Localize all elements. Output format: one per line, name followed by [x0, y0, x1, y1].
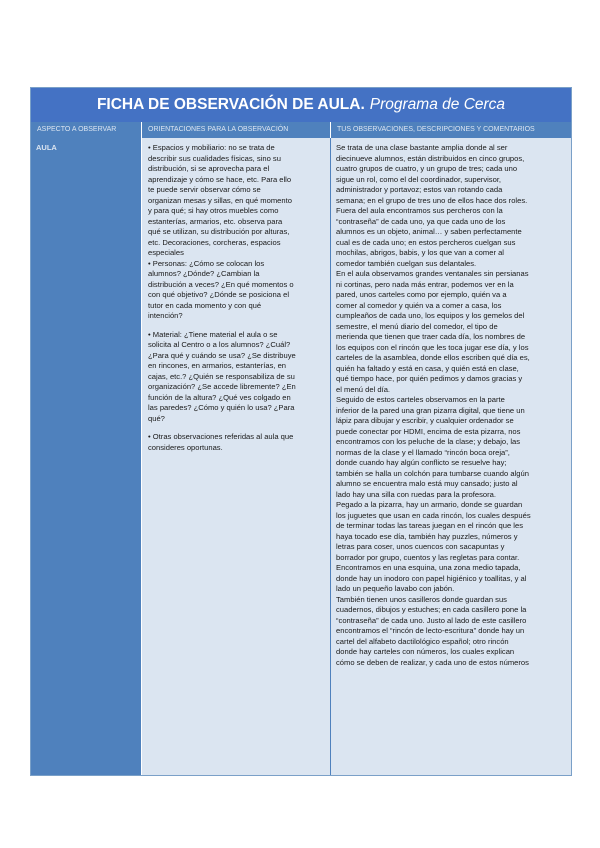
text-line: semestre, el menú diario del comedor, el tipo de [336, 321, 498, 331]
text-line: pared, unos carteles como por ejemplo, quién va a [336, 290, 507, 299]
text-line: te puede servir observar cómo se [148, 185, 261, 194]
title-italic: Programa de Cerca [369, 96, 506, 113]
text-line: alumnos? ¿Dónde? ¿Cambian la [148, 269, 260, 278]
table-title [31, 88, 571, 122]
header-observations: TUS OBSERVACIONES, DESCRIPCIONES Y COMENTARIOS [337, 126, 535, 133]
text-line: las paredes? ¿Cómo y quién lo usa? ¿Para [148, 403, 295, 412]
text-line: aprendizaje y cómo se hace, etc. Para ello [148, 174, 292, 184]
text-line: describir sus cualidades físicas, sino su [148, 153, 281, 163]
text-line: alumnos es un objeto, animal… y saben perfectamente [336, 227, 522, 236]
text-line: haya tocado ese día, también hay puzzles, números y [336, 531, 518, 541]
aspect-cell: AULA [31, 138, 142, 775]
text-line: diecinueve alumnos, están distribuidos en cinco grupos, [336, 153, 525, 163]
text-line: borrador por grupo, cuentos y las regletas para contar. [336, 552, 520, 562]
text-line: intención? [148, 311, 183, 320]
text-line: donde hay un inodoro con papel higiénico y toallitas, y al [336, 573, 527, 583]
text-line: Fuera del aula encontramos sus percheros con la [336, 206, 503, 215]
text-line: carteles de la asamblea, donde ellos escriben qué día es, [336, 353, 530, 362]
orientation-other [148, 432, 324, 453]
text-line: lado hay una silla con ruedas para la profesora. [336, 489, 496, 499]
text-line: de terminar todas las tareas juegan en el rincón que les [336, 521, 524, 530]
text-line: cómo se deben de realizar, y cada uno de estos números [336, 657, 529, 667]
text-line: Pegado a la pizarra, hay un armario, donde se guardan [336, 500, 523, 509]
text-line: merienda que tienen que traer cada día, los nombres de [336, 332, 526, 341]
text-line: organizan mesas y sillas, en qué momento [148, 195, 292, 205]
orientation-spaces-people [148, 143, 324, 322]
text-line: estanterías, armarios, etc. observa para [148, 216, 283, 226]
text-line: tutor en cada momento y con qué [148, 300, 262, 310]
text-line: el menú del día. [336, 384, 391, 394]
text-line: qué? [148, 413, 165, 423]
text-line: • Material: ¿Tiene material el aula o se [148, 329, 278, 339]
text-line: especiales [148, 248, 184, 257]
text-line: También tienen unos casilleros donde guardan sus [336, 594, 507, 604]
observations-cell [331, 138, 571, 775]
text-line: • Personas: ¿Cómo se colocan los [148, 258, 265, 268]
text-line: sigue un rol, como el del coordinador, supervisor, [336, 174, 502, 184]
text-line: Se trata de una clase bastante amplia donde al ser [336, 143, 508, 152]
text-line: los equipos con el rincón que les toca jugar ese día, y los [336, 342, 529, 352]
text-line: función de la altura? ¿Qué ves colgado en [148, 392, 291, 402]
text-line: en rincones, en armarios, estanterías, en [148, 361, 287, 370]
observation-table [30, 87, 572, 776]
text-line: ¿Para qué y cuándo se usa? ¿Se distribuye [148, 350, 296, 360]
text-line: los juguetes que usan en cada rincón, los cuales después [336, 510, 531, 520]
title-bold: FICHA DE OBSERVACIÓN DE AULA. [96, 96, 365, 113]
text-line: alumno se encuentra malo está muy cansado; justo al [336, 479, 518, 488]
text-line: encontramos el “rincón de lecto-escritura” donde hay un [336, 626, 525, 635]
text-line: quién ha faltado y está en casa, y quién está en clase, [336, 363, 519, 373]
text-line: comedor también cuelgan sus delantales. [336, 258, 477, 268]
text-line: etc. Decoraciones, corcheras, espacios [148, 237, 281, 247]
text-line: organización? ¿Se accede libremente? ¿En [148, 382, 296, 391]
text-line: semana; en el grupo de tres uno de ellos hace dos roles. [336, 195, 528, 205]
table-body-row [31, 138, 571, 775]
text-line: • Otras observaciones referidas al aula que [148, 432, 294, 441]
text-line: y para qué; si hay otros muebles como [148, 206, 279, 215]
orientation-material [148, 330, 324, 425]
header-aspect: ASPECTO A OBSERVAR [31, 122, 142, 138]
text-line: inferior de la pared una gran pizarra digital, que tiene un [336, 405, 525, 415]
text-line: consideres oportunas. [148, 442, 223, 452]
text-line: mochilas, abrigos, babis, y los que van a comer al [336, 248, 504, 257]
text-line: encontramos con los peluche de la clase; y debajo, las [336, 437, 521, 446]
text-line: cumpleaños de cada uno, los equipos y los gemelos del [336, 311, 525, 320]
text-line: cual es de cada uno; en estos percheros cuelgan sus [336, 237, 516, 247]
text-line: cuatro grupos de cuatro, y un grupo de tres; cada uno [336, 164, 518, 173]
text-line: solicita al Centro o a los alumnos? ¿Cuál? [148, 340, 291, 349]
text-line: comer al comedor y quién va a comer a casa, los [336, 300, 502, 310]
text-line: donde hay carteles con números, los cuales explican [336, 647, 515, 656]
text-line: con qué objetivo? ¿Dónde se posiciona el [148, 290, 289, 299]
text-line: distribución a veces? ¿En qué momentos o [148, 279, 294, 289]
text-line: qué se utilizan, su distribución por alturas, [148, 227, 290, 236]
table-header-row [31, 122, 571, 138]
text-line: distribución, si se aprovecha para el [148, 164, 270, 173]
observations-text [336, 143, 565, 668]
text-line: también se halla un colchón para tumbarse cuando algún [336, 468, 529, 478]
text-line: ni cortinas, pero nada más entrar, podemos ver en la [336, 279, 514, 289]
text-line: En el aula observamos grandes ventanales sin persianas [336, 269, 529, 278]
text-line: Encontramos en una esquina, una zona medio tapada, [336, 563, 521, 572]
text-line: “contraseña” de cada uno. Justo al lado de este casillero [336, 615, 527, 625]
text-line: puede conectar por HDMI, encima de esta pizarra, nos [336, 426, 521, 436]
text-line: lado un pequeño lavabo con jabón. [336, 584, 455, 593]
text-line: donde cuando hay algún conflicto se resuelve hay; [336, 458, 507, 467]
text-line: • Espacios y mobiliario: no se trata de [148, 143, 275, 152]
text-line: administrador y portavoz; estos van rotando cada [336, 185, 503, 194]
header-orientations: ORIENTACIONES PARA LA OBSERVACIÓN [142, 122, 331, 138]
orientations-cell [142, 138, 331, 775]
text-line: Seguido de estos carteles observamos en la parte [336, 395, 505, 404]
text-line: qué tiempo hace, por quién pedimos y damos gracias y [336, 374, 523, 383]
text-line: “contraseña” de cada uno, ya que cada uno de los [336, 216, 506, 226]
text-line: letras para coser, unos cuencos con sacapuntas y [336, 542, 505, 551]
text-line: cuadernos, dibujos y estuches; en cada casillero pone la [336, 605, 527, 614]
text-line: cajas, etc.? ¿Quién se responsabiliza de su [148, 371, 295, 381]
text-line: cartel del alfabeto dactilológico español; otro rincón [336, 636, 509, 646]
text-line: lápiz para dibujar y escribir, y cualquier ordenador se [336, 416, 514, 425]
text-line: normas de la clase y el llamado “rincón boca oreja”, [336, 447, 510, 457]
